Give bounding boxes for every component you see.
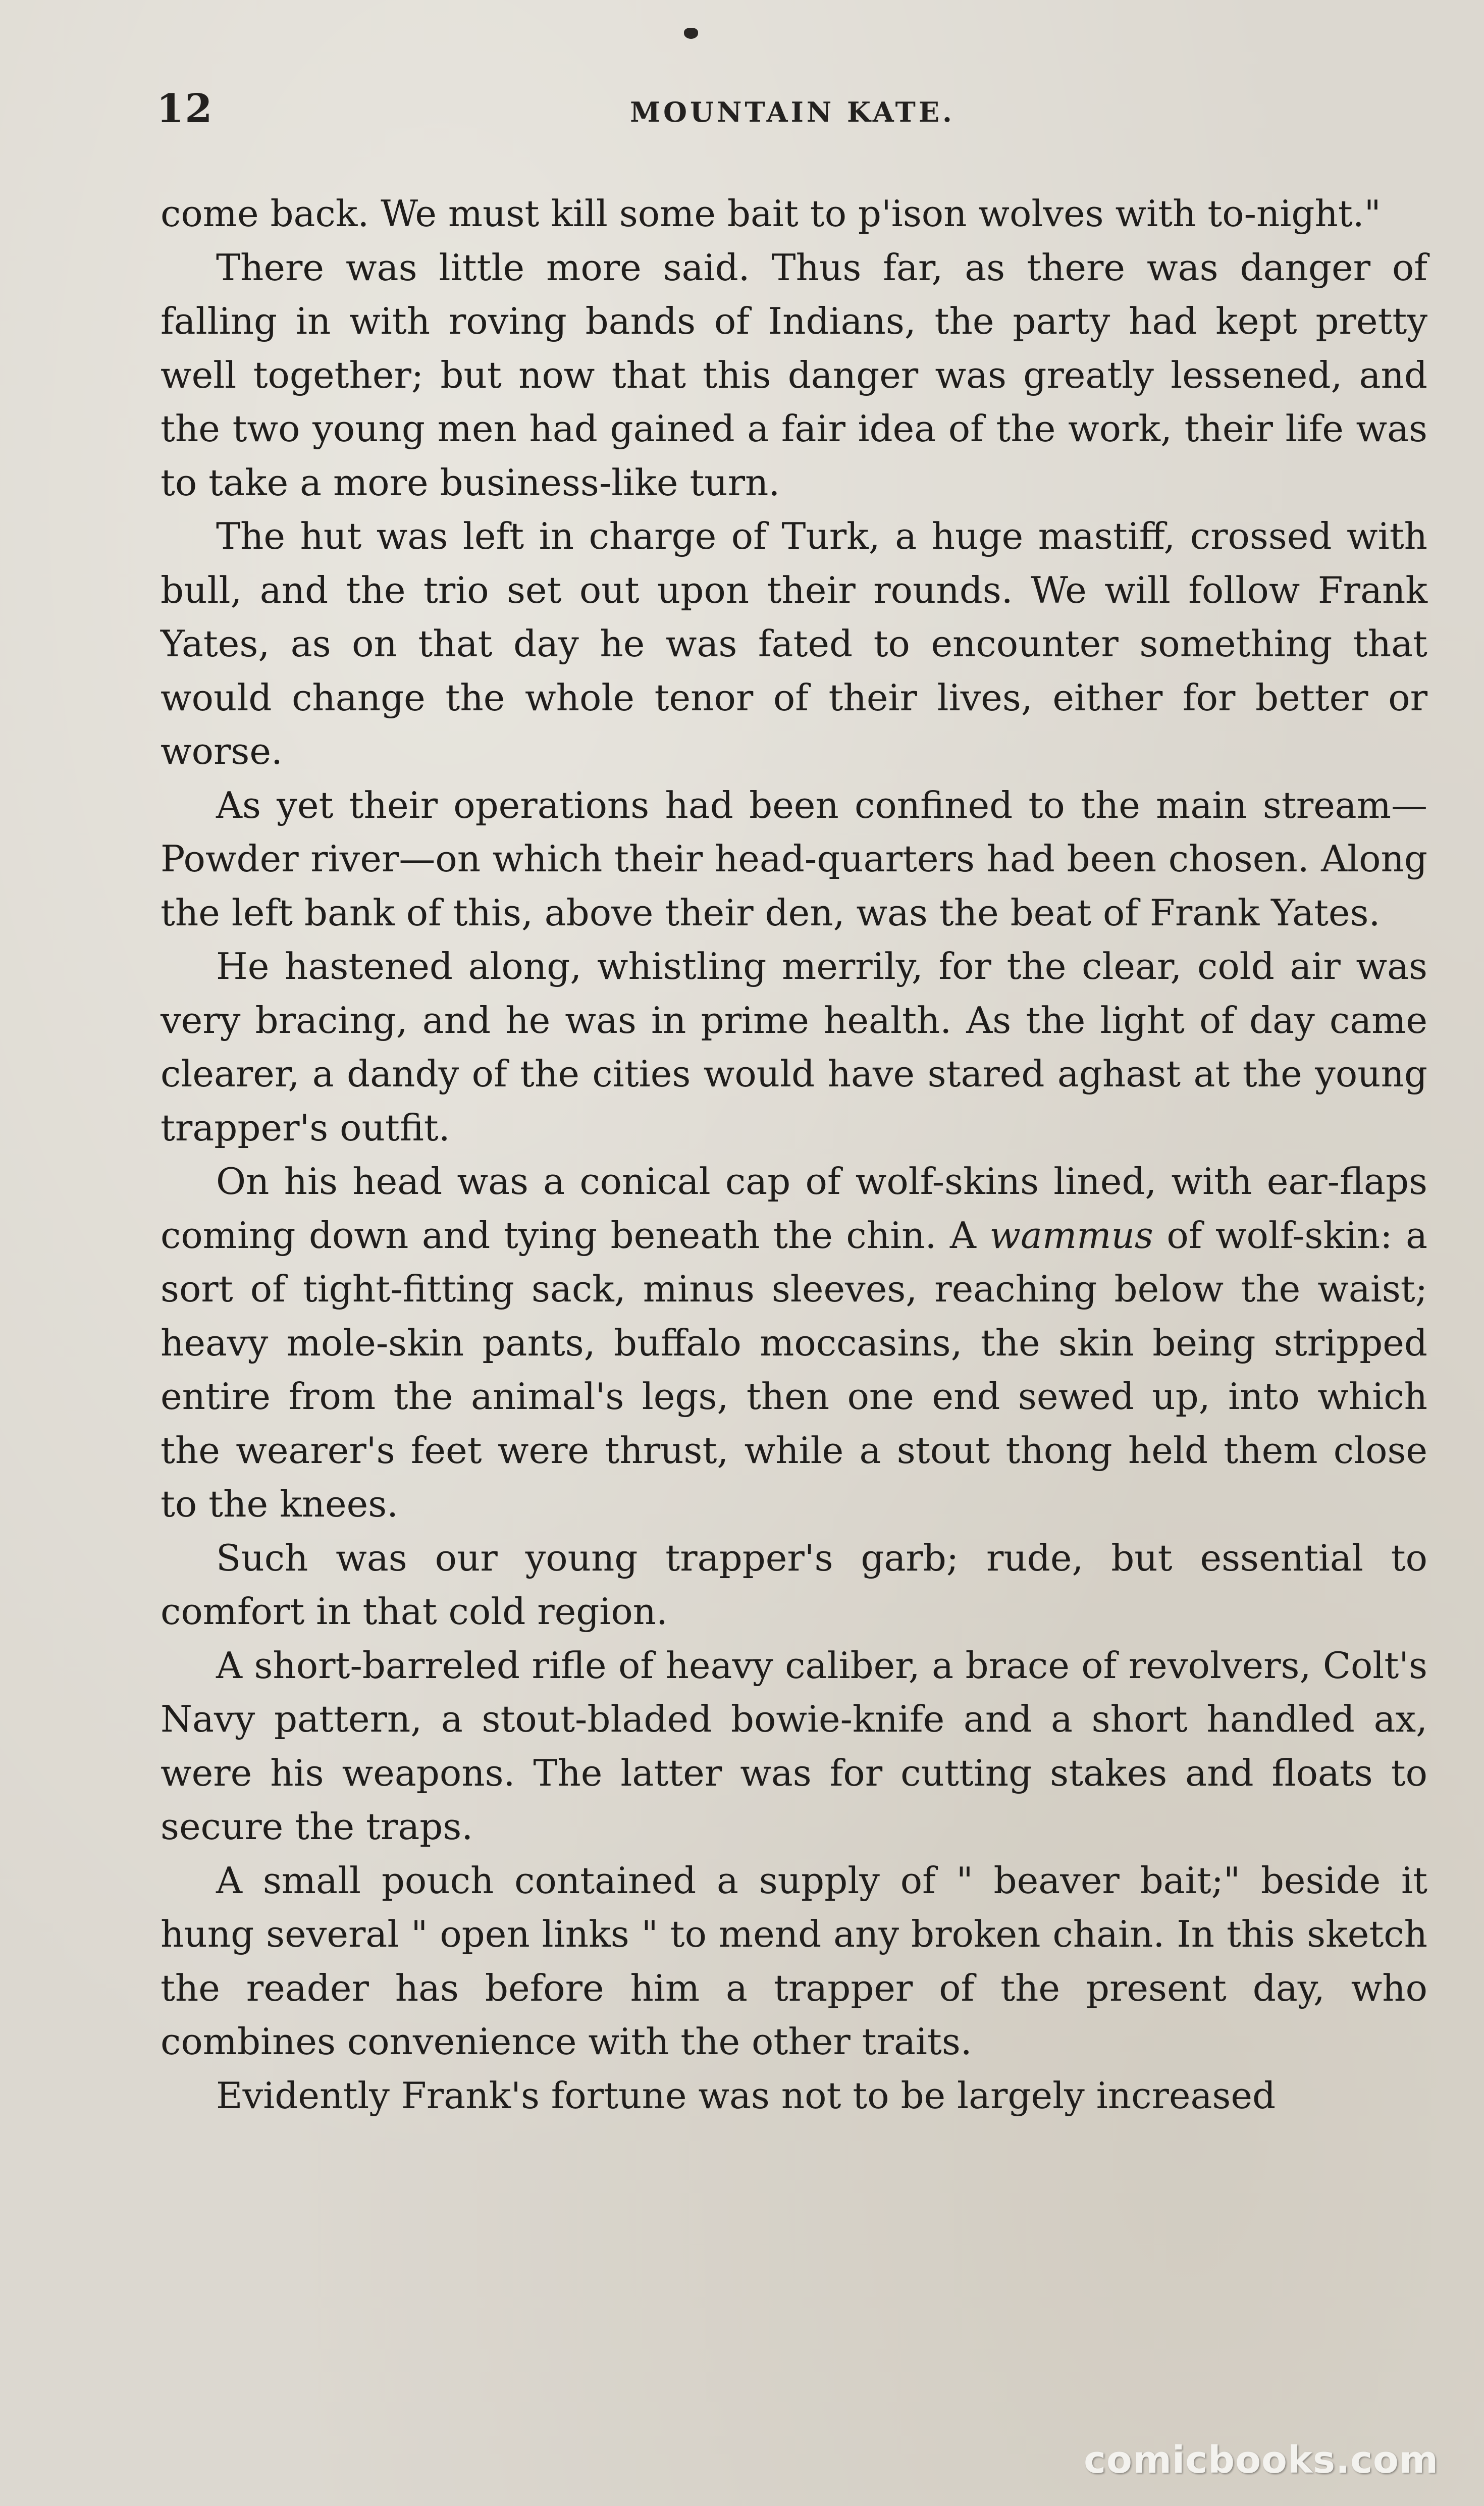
paragraph-6-before: On his head was a conical cap of wolf-skins lined, with ear-flaps coming down and tying beneath the chin. A <box>161 1160 1427 1257</box>
printer-mark <box>684 28 698 39</box>
paragraph-1: come back. We must kill some bait to p'ison wolves with to-night." <box>161 192 1381 235</box>
paragraph-2: There was little more said. Thus far, as there was danger of falling in with roving bands of Indians, the party had kept pretty well together; but now that this danger was greatly lessened, and the two young men had gained a fair idea of the work, their life was to take a more business-like turn. <box>161 246 1427 504</box>
running-title: MOUNTAIN KATE. <box>630 96 955 128</box>
paragraph-7: Such was our young trapper's garb; rude, but essential to comfort in that cold region. <box>161 1536 1427 1633</box>
page-number: 12 <box>156 86 214 132</box>
watermark: comicbooks.com <box>1084 2438 1439 2482</box>
paragraph-8: A short-barreled rifle of heavy caliber, a brace of revolvers, Colt's Navy pattern, a stout-bladed bowie-knife and a short handled ax, were his weapons. The latter was for cutting stakes and floats to secure the traps. <box>161 1644 1427 1848</box>
italic-word-wammus: wammus <box>989 1214 1153 1257</box>
body-text <box>161 187 1427 2122</box>
paragraph-10: Evidently Frank's fortune was not to be largely increased <box>216 2074 1276 2117</box>
paragraph-5: He hastened along, whistling merrily, for the clear, cold air was very bracing, and he was in prime health. As the light of day came clearer, a dandy of the cities would have stared aghast at the young trapper's outfit. <box>161 945 1427 1149</box>
paragraph-6 <box>161 1155 1427 1531</box>
page-header <box>156 81 1428 141</box>
paragraph-3: The hut was left in charge of Turk, a huge mastiff, crossed with bull, and the trio set out upon their rounds. We will follow Frank Yates, as on that day he was fated to encounter something that would change the whole tenor of their lives, either for better or worse. <box>161 515 1427 772</box>
paragraph-9: A small pouch contained a supply of " beaver bait;" beside it hung several " open links " to mend any broken chain. In this sketch the reader has before him a trapper of the present day, who combines convenience with the other traits. <box>161 1859 1427 2063</box>
paragraph-6-after: of wolf-skin: a sort of tight-fitting sack, minus sleeves, reaching below the waist; heavy mole-skin pants, buffalo moccasins, the skin being stripped entire from the animal's legs, then one end sewed up, into which the wearer's feet were thrust, while a stout thong held them close to the knees. <box>161 1214 1428 1525</box>
paragraph-4: As yet their operations had been confined to the main stream—Powder river—on which their head-quarters had been chosen. Along the left bank of this, above their den, was the beat of Frank Yates. <box>161 784 1427 934</box>
